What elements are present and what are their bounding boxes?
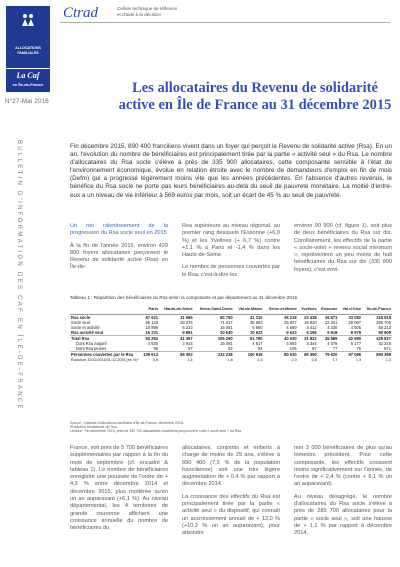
table-row-label: Rsa socle <box>71 314 91 320</box>
table-cell: 1,3 <box>257 358 263 363</box>
table-cell: 10 896 <box>145 324 159 330</box>
table-row-label: Dont Rsa jeunes <box>76 346 107 352</box>
table-cell: 66 123 <box>145 319 159 325</box>
table-cell: 3 344 <box>306 341 317 347</box>
table-row-label: Socle seul <box>71 319 90 325</box>
logo-line1: ALLOCATIONS <box>15 46 41 50</box>
table-cell: 1,4 <box>187 358 193 363</box>
page-title: Les allocataires du Revenu de solidarité active en Île de France au 31 décembre 2015 <box>118 80 392 113</box>
paragraph: Rsa supérieure au niveau régional, au premier rang desquels l'Essonne (+6,9 %) et les Yvelines (+ 6,7 %) contre +1,1 % à Paris et -1,4 % dans les Hauts-de-Seine. <box>182 223 280 259</box>
table-cell: 139 913 <box>140 352 159 358</box>
logo-line2: FAMILIALES <box>17 51 39 55</box>
logo-caf-sub: en Île-de-France <box>12 82 44 87</box>
table-header-cell: Essonne <box>318 303 339 314</box>
table-cell: 5 223 <box>182 324 193 330</box>
table-cell: 10 622 <box>250 330 263 336</box>
table-cell: 25 927 <box>284 319 297 325</box>
table-header-cell: Île-de-France <box>362 303 392 314</box>
table-cell: 9 861 <box>182 330 193 336</box>
table-cell: 1,3 <box>385 358 391 363</box>
table-cell: 0,6 <box>152 358 159 363</box>
table-cell: 83 252 <box>140 336 159 342</box>
table-note: Lecture : Fin décembre 2015, près de 330 700 allocataires franciliens perçoivent le volet « socle seul » du Rsa. <box>70 429 242 434</box>
table-cell: 16 231 <box>145 330 159 336</box>
table-cell: 5 560 <box>252 324 263 330</box>
table-cell: 33 082 <box>348 314 362 320</box>
table-cell: 50 213 <box>378 324 391 330</box>
bottom-column-1 <box>70 445 168 538</box>
table-header-cell: Val-d'Oise <box>338 303 362 314</box>
table-cell: 295 705 <box>376 319 391 325</box>
table-cell: 2,8 <box>311 358 317 363</box>
table-cell: 97 096 <box>338 352 362 358</box>
table-header-cell: Val-de-Marne <box>234 303 264 314</box>
paragraph: La croissance des effectifs du Rsa est principalement tirée par la partie « activité seul » du dispositif, qui connaît un accroissement annuel de + 12,0 % (+10,2 % un an auparavant), pour atteindre <box>182 493 280 537</box>
table-note: *Évolution trimestrielle du Rsa. <box>70 425 118 430</box>
table-cell: 26 671 <box>324 314 338 320</box>
table-cell: 94 <box>257 346 263 352</box>
table-cell: 15 061 <box>220 324 233 330</box>
table-cell: 4 505 <box>350 324 362 330</box>
table-cell: 1,8 <box>227 358 233 363</box>
bottom-column-2 <box>182 445 280 543</box>
table-cell: 28 376 <box>180 319 193 325</box>
table-header-cell: Hauts-de-Seine <box>159 303 194 314</box>
table-cell: 19 820 <box>304 319 317 325</box>
table-cell: 42 245 <box>378 341 391 347</box>
table-cell: 318 918 <box>376 314 391 320</box>
rsa-table <box>70 303 392 365</box>
table-cell: 90 909 <box>378 330 391 336</box>
table-cell: 41 397 <box>159 336 194 342</box>
table-cell: 6 918 <box>327 330 338 336</box>
issue-number: N°27-Mai 2016 <box>5 98 49 105</box>
table-cell: 57 <box>188 346 193 352</box>
table-cell: 3 412 <box>306 324 317 330</box>
table-cell: 4 678 <box>327 341 338 347</box>
table-row-label: Rsa activité seul <box>71 330 104 336</box>
header-divider <box>60 22 390 23</box>
table-cell: 82 <box>228 346 233 352</box>
table-cell: 8 978 <box>350 330 362 336</box>
table-cell: 87 <box>312 346 317 352</box>
table-cell: 29 067 <box>348 319 362 325</box>
paragraph: Au niveau désagrégé, le nombre d'allocataires du Rsa socle s'élève à près de 285 700 allocataires pour la partie « socle seul », soit une hausse de + 1,1 % par rapport à décembre 2014, <box>294 493 392 537</box>
paragraph: France, soit près de 5 700 bénéficiaires supplémentaires par rapport à la fin du mois de septembre (cf. encadré & tableau 1). Le nombre de bénéficiaires enregistre une poussée de l'ordre de + 4,3 % entre décembre 2014 et décembre 2015, plus modérée qu'en un an auparavant (+6,1 %). Au niveau départemental, les 4 territoires de grande couronne affichent une croissance annuelle du nombre de bénéficiaires du <box>70 445 168 532</box>
brand-subtitle-line1: Cellule technique de réflexion <box>117 6 178 11</box>
table-cell: 1,7 <box>332 358 338 363</box>
table-row-label: Évolution 31/12/2015/31-12-2015 (en %)* <box>71 358 139 363</box>
table-cell: 69 302 <box>159 352 194 358</box>
table-container <box>70 303 392 365</box>
lead-paragraph: Fin décembre 2015, 890 400 franciliens vivent dans un foyer qui perçoit le Revenu de solidarité active (Rsa). En un an, l'évolution du nombre de bénéficiaires est principalement tirée par la partie « activité seul » du Rsa. Le nombre d'allocataires du Rsa socle s'élève à près de 335 900 allocataires, cette composante sensible à l'état de l'environnement économique, évolue en relation étroite avec le nombre de demandeurs d'emploi en fin de mois (Defm) qui a progressé légèrement moins vite que les années précédentes. En l'absence d'autres revenus, le bénéfice du Rsa socle ne porte pas leurs bénéficiaires au-delà du seuil de pauvreté monétaire. La moitié d'entre-eux a un niveau de vie inférieur à 569 euros par mois, soit un écart de 45 % au seuil de pauvreté. <box>70 143 392 199</box>
table-row-label: Total Rsa <box>70 336 140 342</box>
table-cell: 4 617 <box>252 341 263 347</box>
table-cell: 41 210 <box>250 314 263 320</box>
table-cell: 105 290 <box>194 336 234 342</box>
table-caption: Tableau 1 : Répartition des bénéficiaires du Rsa selon la composante et par département au 31 décembre 2015 <box>70 295 298 300</box>
logo-caf-word: La Caf <box>16 71 40 80</box>
table-cell: 232 238 <box>194 352 234 358</box>
table-cell: 42 690 <box>338 336 362 342</box>
column-2 <box>182 223 280 284</box>
table-cell: 9 623 <box>286 330 297 336</box>
brand-subtitle <box>117 6 177 17</box>
table-cell: 100 916 <box>234 352 264 358</box>
table-cell: 3 924 <box>182 341 193 347</box>
caf-region-logo <box>6 68 50 92</box>
table-header-cell: Paris <box>140 303 159 314</box>
brand-title: Ctrad <box>63 5 99 21</box>
column-3 <box>294 223 392 279</box>
table-cell: 1,3 <box>355 358 362 363</box>
table-cell: 15 491 <box>220 341 233 347</box>
table-row <box>70 357 392 365</box>
table-header-cell: Yvelines <box>298 303 318 314</box>
table-cell: 76 <box>356 346 362 352</box>
paragraph: allocataires, conjoints et enfants à charge de moins de 25 ans, s'élève à 890 400 (7,5 % de la population francilienne) soit une très légère augmentation de + 0,4 % par rapport à décembre 2014. <box>182 445 280 488</box>
table-body <box>70 314 392 365</box>
table-row-label: Personnes couvertes par le Rsa <box>70 352 140 358</box>
table-cell: 77 <box>332 346 338 352</box>
table-cell: 96 <box>153 346 159 352</box>
table-cell: 80 930 <box>264 352 298 358</box>
table-header-row <box>70 303 392 314</box>
table-cell: 4 830 <box>147 341 159 347</box>
family-emblem-icon <box>20 12 36 28</box>
caf-logo <box>6 6 50 68</box>
table-cell: 22 341 <box>324 319 338 325</box>
paragraph: non 3 000 bénéficiaires de plus qu'au trimestre précédent. Pour cette composante, les effectifs croissent moins significativement sur l'année, de l'ordre de + 2,4 % (contre + 6,1 % un an auparavant). <box>294 445 392 488</box>
column-1 <box>70 223 168 277</box>
table-cell: 671 <box>384 346 391 352</box>
table-cell: 67 621 <box>145 314 159 320</box>
table-cell: 6 156 <box>306 330 317 336</box>
table-cell: 5 177 <box>350 341 362 347</box>
table-cell: 35 589 <box>318 336 339 342</box>
table-note: Source : Caisses d'allocations familiales d'Île-de-France, décembre 2015. <box>70 421 184 425</box>
section-heading: Un net ralentissement de la progression du Rsa socle seul en 2015 <box>70 223 168 237</box>
table-cell: 51 790 <box>234 336 264 342</box>
paragraph: environ 90 900 (cf. figure 1), soit plus de deux bénéficiaires du Rsa sur dix. Corollairement, les effectifs de la partie « socle-volet » revenu social minimum », représentent un peu moins de huit bénéficiaires du Rsa sur dix (335 900 foyers), c'est envi- <box>294 223 392 273</box>
vertical-bulletin-label <box>14 140 24 560</box>
table-cell: 36 218 <box>284 314 297 320</box>
table-notes <box>70 421 392 434</box>
bottom-column-3 <box>294 445 392 543</box>
table-cell: 40 630 <box>264 336 298 342</box>
table-cell: 5 864 <box>286 341 297 347</box>
table-header-cell <box>70 303 140 314</box>
table-cell: 429 827 <box>362 336 392 342</box>
table-cell: 71 917 <box>220 319 233 325</box>
table-row-label: Socle et activité <box>71 324 100 330</box>
sidebar <box>0 0 57 567</box>
table-cell: 79 620 <box>318 352 339 358</box>
vertical-bulletin-text: BULLETIN D'INFORMATION DES CAF EN ÎLE-DE-FRANCE <box>16 140 22 411</box>
table-header-cell: Seine-et-Marne <box>264 303 298 314</box>
table-row-label: Dont Rsa majoré <box>76 341 107 347</box>
paragraph: À la fin de l'année 2015, environ 429 800 foyers allocataires perçoivent le Revenu de solidarité active (Rsa) en Île-de- <box>70 242 168 271</box>
table-cell: 20 540 <box>220 330 233 336</box>
table-cell: 31 822 <box>298 336 318 342</box>
table-cell: 2,0 <box>291 358 297 363</box>
table-cell: 22 438 <box>304 314 317 320</box>
table-cell: 890 398 <box>362 352 392 358</box>
table-header-cell: Seine-Saint-Denis <box>194 303 234 314</box>
table-cell: 31 556 <box>180 314 193 320</box>
table-cell: 4 330 <box>327 324 338 330</box>
table-cell: 105 <box>289 346 297 352</box>
table-cell: 60 750 <box>220 314 233 320</box>
table-cell: 66 390 <box>298 352 318 358</box>
paragraph: Le nombre de personnes couvertes par le Rsa, c'est-à-dire les <box>182 264 280 278</box>
table-cell: 4 689 <box>286 324 297 330</box>
brand-subtitle-line2: et d'aide à la décision <box>117 11 162 17</box>
table-cell: 35 683 <box>250 319 263 325</box>
